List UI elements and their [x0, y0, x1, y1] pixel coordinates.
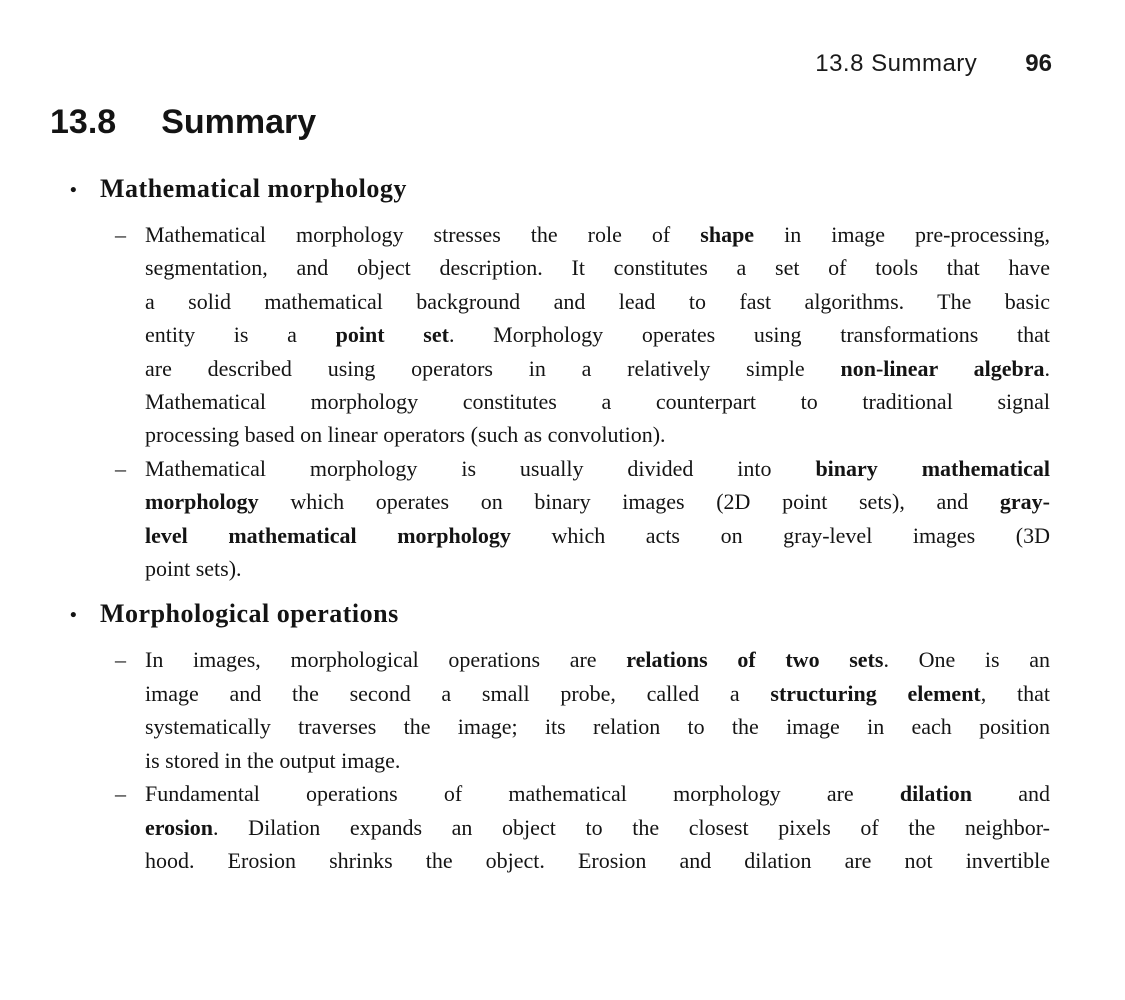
sub-item — [115, 452, 1050, 586]
text-line — [145, 485, 1050, 518]
plain-text: Mathematical morphology stresses the role of — [145, 222, 701, 247]
dash-marker-icon: – — [115, 222, 126, 247]
plain-text: image and the second a small probe, called a — [145, 680, 771, 706]
text-line — [145, 318, 1050, 351]
text-line — [145, 519, 1050, 552]
bold-text: point set — [335, 322, 449, 348]
bold-text: erosion — [145, 814, 214, 840]
plain-text: which acts on gray-level images (3D — [510, 522, 1050, 548]
plain-text: hood. Erosion shrinks the object. Erosion and dilation are not invertible — [145, 847, 1050, 873]
text-line — [145, 218, 1050, 251]
plain-text: are described using operators in a relatively simple — [145, 355, 841, 381]
text-line — [145, 552, 1050, 585]
bold-text: binary mathematical — [815, 455, 1050, 481]
plain-text: Mathematical morphology is usually divided into — [145, 455, 816, 481]
section-heading — [50, 100, 316, 144]
plain-text: systematically traverses the image; its relation to the image in each position — [145, 714, 1050, 740]
bold-text: shape — [700, 222, 755, 247]
text-line — [145, 385, 1050, 418]
text-line — [145, 677, 1050, 710]
plain-text: point sets). — [145, 556, 242, 582]
bold-text: relations of two sets — [626, 647, 884, 673]
text-line — [145, 777, 1050, 810]
text-line — [145, 643, 1050, 676]
dash-marker-icon: – — [115, 647, 126, 673]
text-line — [145, 418, 1050, 451]
plain-text: In images, morphological operations are — [145, 647, 627, 673]
bold-text: non-linear algebra — [840, 355, 1045, 381]
bullet-title-row — [0, 595, 1125, 635]
plain-text: . One is an — [883, 647, 1050, 673]
bullet-marker-icon: • — [70, 605, 77, 627]
bold-text: gray- — [999, 489, 1050, 515]
bold-text: structuring element — [770, 680, 981, 706]
bullet-group — [0, 170, 1125, 585]
bold-text: morphology — [145, 489, 259, 515]
plain-text: entity is a — [145, 322, 336, 348]
running-header-section: 13.8 Summary — [815, 50, 978, 77]
text-line — [145, 452, 1050, 485]
plain-text: a solid mathematical background and lead to fast algorithms. The basic — [145, 288, 1050, 314]
plain-text: Fundamental operations of mathematical morphology are — [145, 781, 900, 807]
text-line — [145, 844, 1050, 877]
plain-text: . Dilation expands an object to the closest pixels of the neighbor- — [213, 814, 1050, 840]
text-line — [145, 811, 1050, 844]
plain-text: and — [972, 781, 1050, 807]
sub-item — [115, 777, 1050, 877]
section-heading-title: Summary — [161, 103, 317, 141]
running-header — [815, 50, 1052, 78]
plain-text: , that — [980, 680, 1050, 706]
sub-item — [115, 643, 1050, 777]
page-number: 96 — [1025, 50, 1052, 77]
bold-text: level mathematical morphology — [145, 522, 511, 548]
bold-text: dilation — [899, 781, 973, 807]
text-line — [145, 251, 1050, 284]
bullet-title: Morphological operations — [100, 599, 399, 629]
text-line — [145, 744, 1050, 777]
summary-bullet-list — [0, 170, 1125, 877]
plain-text: . — [1044, 355, 1051, 381]
bullet-marker-icon: • — [70, 180, 77, 201]
bullet-title-row — [0, 170, 1125, 210]
text-line — [145, 352, 1050, 385]
dash-marker-icon: – — [115, 781, 126, 807]
plain-text: is stored in the output image. — [145, 747, 401, 773]
plain-text: processing based on linear operators (such as convolution). — [145, 422, 666, 448]
bullet-title: Mathematical morphology — [100, 174, 407, 203]
plain-text: Mathematical morphology constitutes a counterpart to traditional signal — [145, 389, 1050, 415]
dash-marker-icon: – — [115, 455, 126, 481]
bullet-group — [0, 595, 1125, 877]
plain-text: in image pre-processing, — [754, 222, 1051, 247]
plain-text: . Morphology operates using transformations that — [448, 322, 1050, 348]
text-line — [145, 285, 1050, 318]
plain-text: segmentation, and object description. It constitutes a set of tools that have — [145, 255, 1050, 281]
sub-item — [115, 218, 1051, 452]
section-heading-number: 13.8 — [50, 103, 117, 141]
plain-text: which operates on binary images (2D point sets), and — [258, 489, 1000, 515]
text-line — [145, 710, 1050, 743]
